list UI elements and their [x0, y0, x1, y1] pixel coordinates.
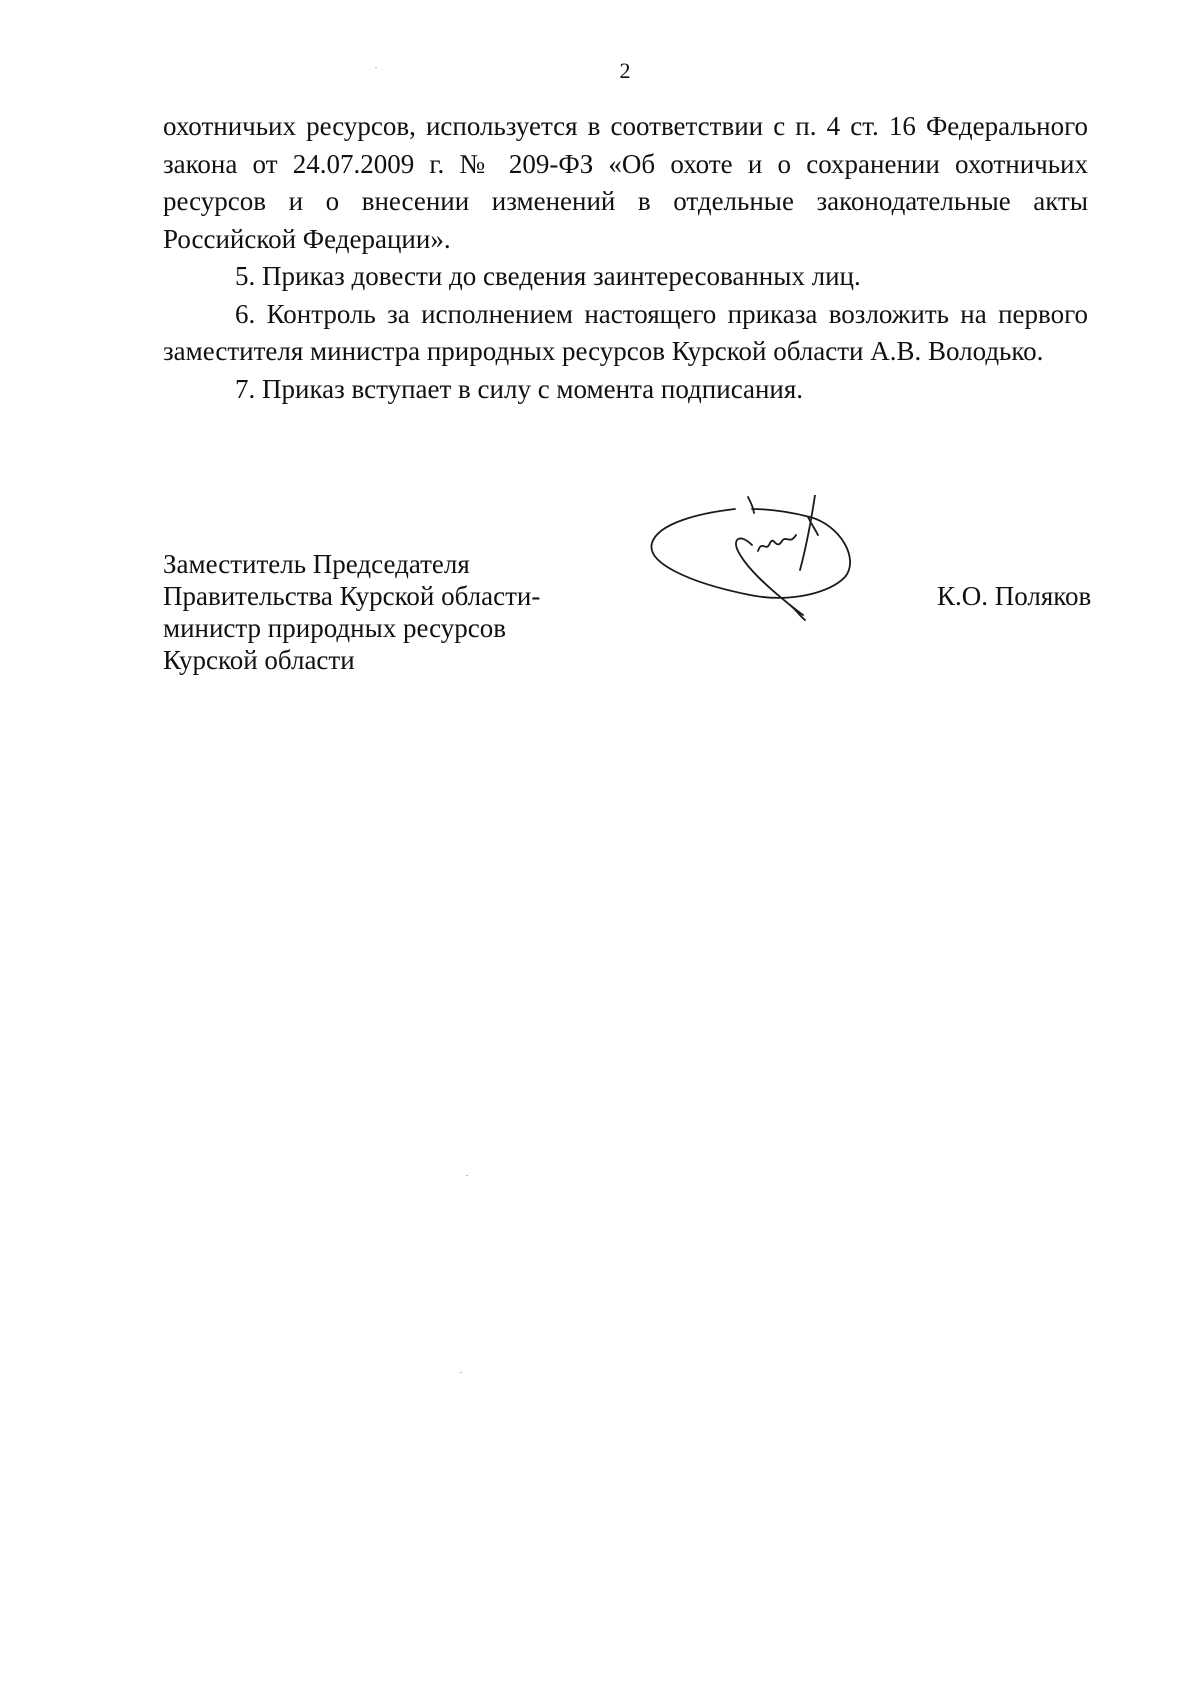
signatory-position — [163, 548, 540, 676]
signatory-position-line: Курской области — [163, 645, 355, 675]
scan-speck — [460, 1372, 462, 1373]
signatory-position-line: Заместитель Председателя — [163, 549, 470, 579]
signatory-position-line: Правительства Курской области- — [163, 581, 541, 611]
paragraph-item-5: 5. Приказ довести до сведения заинтересованных лиц. — [235, 261, 861, 291]
document-body — [163, 108, 1088, 408]
scan-speck — [466, 1175, 468, 1176]
paragraph-item-6: 6. Контроль за исполнением настоящего приказа возложить на первого заместителя министра природных ресурсов Курской области А.В. Володько. — [163, 298, 1088, 366]
signatory-position-line: министр природных ресурсов — [163, 613, 507, 643]
page-number: 2 — [619, 58, 631, 83]
signatory-name: К.О. Поляков — [937, 581, 1092, 611]
paragraph-item-7: 7. Приказ вступает в силу с момента подписания. — [235, 373, 804, 404]
scan-speck — [375, 67, 377, 68]
handwritten-signature — [640, 495, 880, 645]
paragraph-continuation: охотничьих ресурсов, используется в соответствии с п. 4 ст. 16 Федерального закона от 24.07.2009 г. № 209-ФЗ «Об охоте и о сохранении охотничьих ресурсов и о внесении изменений в отдельные законодательные акты Российской Федерации». — [163, 111, 1088, 254]
